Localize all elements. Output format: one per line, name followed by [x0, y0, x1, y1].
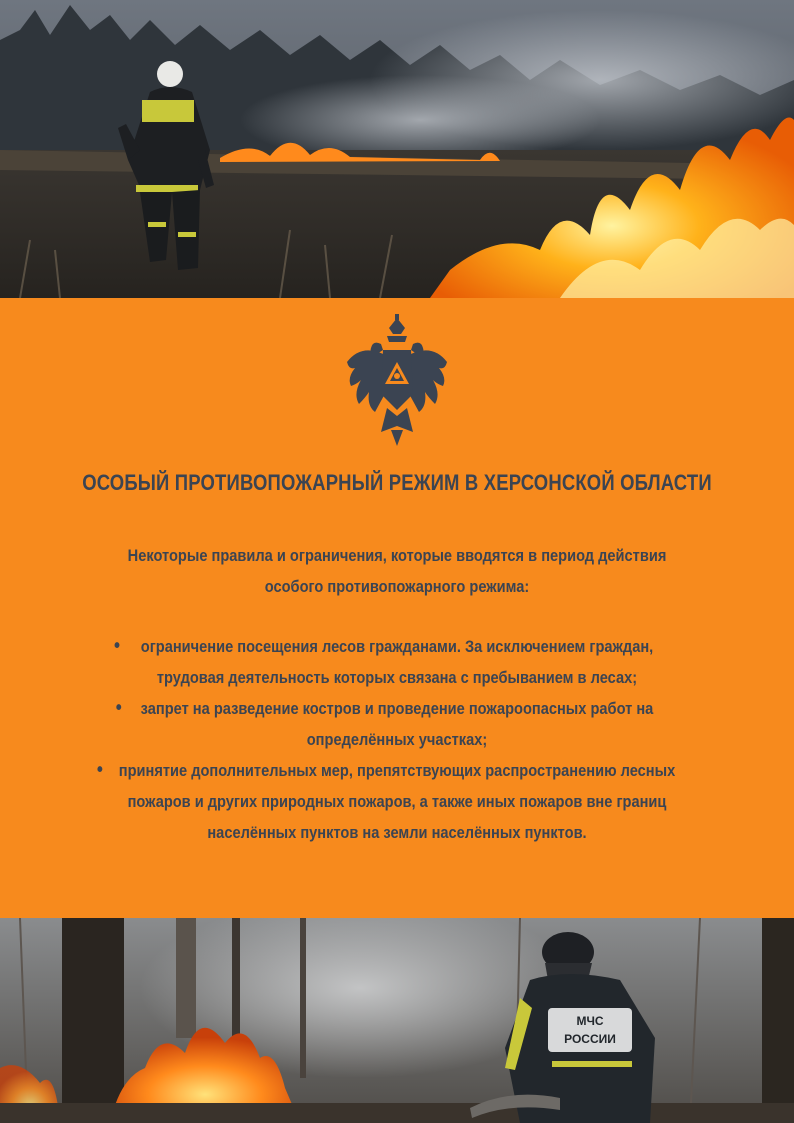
bullet-icon: • [115, 697, 122, 719]
mchs-emblem-icon [343, 314, 451, 446]
list-item [90, 693, 704, 755]
badge-line1: МЧС [576, 1014, 604, 1028]
bullet-icon: • [114, 635, 121, 657]
forest-fire-photo [0, 0, 794, 298]
badge-line2: РОССИИ [564, 1032, 616, 1046]
rule-line: запрет на разведение костров и проведение пожароопасных работ на [140, 699, 654, 718]
list-item [90, 755, 704, 848]
rule-line: трудовая деятельность которых связана с пребыванием в лесах; [156, 668, 638, 687]
page-title: ОСОБЫЙ ПРОТИВОПОЖАРНЫЙ РЕЖИМ В ХЕРСОНСКОЙ ОБЛАСТИ [82, 470, 712, 495]
rule-line: ограничение посещения лесов гражданами. За исключением граждан, [140, 637, 654, 656]
top-photo [0, 0, 794, 298]
list-item [90, 631, 704, 693]
bottom-photo [0, 918, 794, 1123]
rule-line: пожаров и других природных пожаров, а также иных пожаров вне границ [127, 792, 667, 811]
rule-line: населённых пунктов на земли населённых пунктов. [207, 823, 587, 842]
bullet-icon: • [96, 759, 103, 781]
intro-line: Некоторые правила и ограничения, которые вводятся в период действия [127, 546, 667, 565]
rules-list [40, 631, 754, 848]
intro-text [107, 540, 687, 602]
firefighter-photo [0, 918, 794, 1123]
rule-line: принятие дополнительных мер, препятствующих распространению лесных [118, 761, 676, 780]
intro-line: особого противопожарного режима: [264, 577, 530, 596]
info-panel [0, 298, 794, 918]
rule-line: определённых участках; [306, 730, 488, 749]
